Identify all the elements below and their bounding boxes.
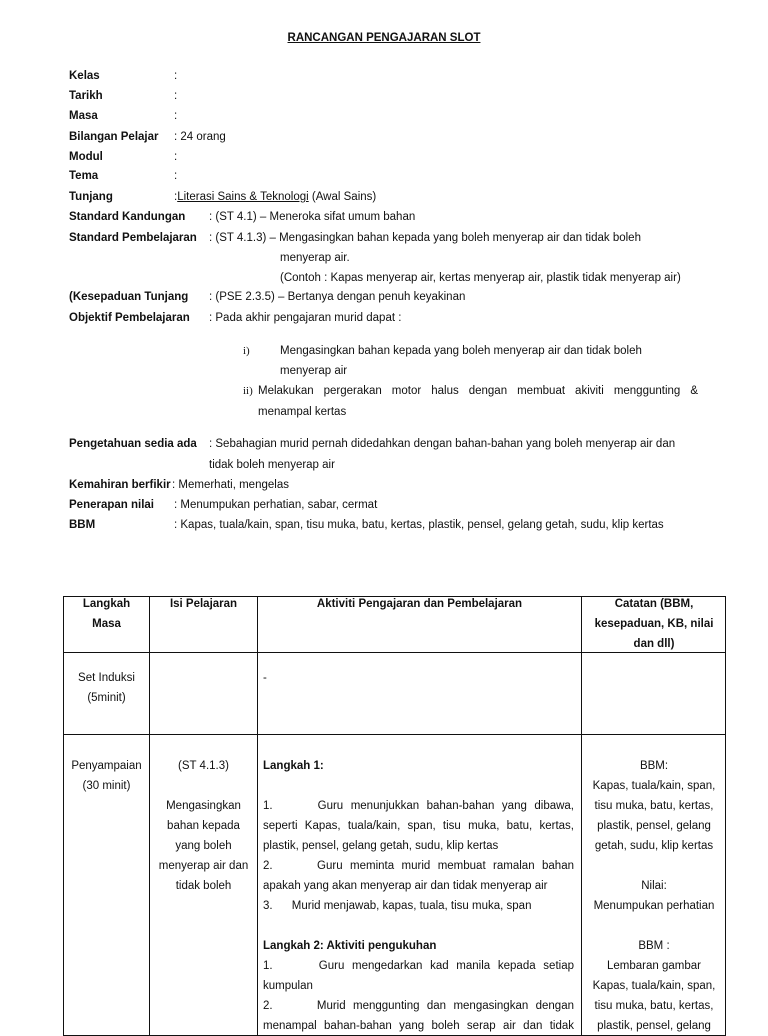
catatan-line: BBM: <box>639 760 669 772</box>
tunjang-value <box>174 187 376 207</box>
tarikh-value: : <box>174 90 178 102</box>
row-set-induksi-langkah <box>64 668 149 708</box>
tema-value: : <box>174 170 178 182</box>
tunjang-prefix: : <box>174 191 178 203</box>
catatan-line: Kapas, tuala/kain, span, <box>592 980 716 992</box>
aktiviti-line: apakah yang akan menyerap air dan tidak menyerap air <box>263 880 548 892</box>
header-isi-pelajaran: Isi Pelajaran <box>169 598 238 610</box>
isi-line: yang boleh <box>175 840 232 852</box>
aktiviti-line: 1. Guru menunjukkan bahan-bahan yang dibawa, <box>263 800 574 812</box>
header-masa: Masa <box>92 618 121 630</box>
catatan-line: Nilai: <box>641 880 667 892</box>
isi-line: (ST 4.1.3) <box>178 760 229 772</box>
aktiviti-line: menampal bahan-bahan yang boleh serap air dan tidak <box>263 1020 574 1032</box>
catatan-line: tisu muka, batu, kertas, <box>594 800 714 812</box>
page-title: RANCANGAN PENGAJARAN SLOT <box>287 32 481 44</box>
penerapan-label: Penerapan nilai <box>69 499 155 511</box>
bbm-label: BBM <box>69 519 96 531</box>
sp-line1: : (ST 4.1.3) – Mengasingkan bahan kepada yang boleh menyerap air dan tidak boleh <box>209 232 641 244</box>
table-col-divider <box>257 597 258 1035</box>
aktiviti-line: kumpulan <box>263 980 313 992</box>
row-set-induksi-aktiviti: - <box>263 672 267 684</box>
bilangan-label: Bilangan Pelajar <box>69 131 159 143</box>
header-catatan-line: dan dll) <box>633 638 675 650</box>
bilangan-value: : 24 orang <box>174 131 226 143</box>
aktiviti-line: plastik, pensel, gelang getah, sudu, klip kertas <box>263 840 499 852</box>
bbm-value: : Kapas, tuala/kain, span, tisu muka, batu, kertas, plastik, pensel, gelang getah, sudu, klip kertas <box>174 519 664 531</box>
row-langkah-line: Penyampaian <box>71 760 142 772</box>
isi-line <box>150 776 257 796</box>
sp-label: Standard Pembelajaran <box>69 232 197 244</box>
isi-line: Mengasingkan <box>166 800 241 812</box>
row-langkah-line: (30 minit) <box>82 780 131 792</box>
kesepaduan-label: (Kesepaduan Tunjang <box>69 291 189 303</box>
lesson-table <box>63 596 726 1036</box>
aktiviti-line: Langkah 2: Aktiviti pengukuhan <box>263 940 437 952</box>
sp-line2: menyerap air. <box>280 252 350 264</box>
catatan-line: Lembaran gambar <box>607 960 701 972</box>
header-langkah: Langkah <box>82 598 131 610</box>
masa-value: : <box>174 110 178 122</box>
kelas-label: Kelas <box>69 70 100 82</box>
kesepaduan-value: : (PSE 2.3.5) – Bertanya dengan penuh keyakinan <box>209 291 466 303</box>
row-langkah-line: (5minit) <box>87 692 126 704</box>
sk-label: Standard Kandungan <box>69 211 186 223</box>
table-row-divider <box>64 734 725 735</box>
pengetahuan-line1: : Sebahagian murid pernah didedahkan dengan bahan-bahan yang boleh menyerap air dan <box>209 438 676 450</box>
catatan-line: tisu muka, batu, kertas, <box>594 1000 714 1012</box>
tema-label: Tema <box>69 170 99 182</box>
header-langkah-masa <box>64 594 149 634</box>
tunjang-link[interactable]: Literasi Sains & Teknologi <box>177 191 309 203</box>
aktiviti-line <box>263 916 574 936</box>
objektif-label: Objektif Pembelajaran <box>69 312 190 324</box>
catatan-line <box>582 856 726 876</box>
catatan-line: Kapas, tuala/kain, span, <box>592 780 716 792</box>
aktiviti-line: seperti Kapas, tuala/kain, span, tisu muka, batu, kertas, <box>263 820 574 832</box>
sk-value: : (ST 4.1) – Meneroka sifat umum bahan <box>209 211 416 223</box>
tarikh-label: Tarikh <box>69 90 103 102</box>
header-catatan-line: kesepaduan, KB, nilai <box>594 618 714 630</box>
aktiviti-line: 2. Guru meminta murid membuat ramalan bahan <box>263 860 574 872</box>
isi-line: menyerap air dan <box>158 860 249 872</box>
isi-line: bahan kepada <box>167 820 240 832</box>
catatan-line: plastik, pensel, gelang <box>597 1020 711 1032</box>
modul-value: : <box>174 151 178 163</box>
tunjang-label: Tunjang <box>69 191 113 203</box>
objektif-value: : Pada akhir pengajaran murid dapat : <box>209 312 402 324</box>
objektif-item-1-line1: Mengasingkan bahan kepada yang boleh menyerap air dan tidak boleh <box>280 345 642 357</box>
aktiviti-line <box>263 776 574 796</box>
catatan-line: plastik, pensel, gelang <box>597 820 711 832</box>
penerapan-value: : Menumpukan perhatian, sabar, cermat <box>174 499 378 511</box>
row-penyampaian-isi <box>150 756 257 896</box>
aktiviti-line: 1. Guru mengedarkan kad manila kepada setiap <box>263 960 574 972</box>
aktiviti-line: 2. Murid menggunting dan mengasingkan dengan <box>263 1000 574 1012</box>
header-catatan-line: Catatan (BBM, <box>614 598 694 610</box>
row-penyampaian-langkah <box>64 756 149 796</box>
row-penyampaian-catatan <box>582 756 726 1036</box>
aktiviti-line: 3. Murid menjawab, kapas, tuala, tisu muka, span <box>263 900 532 912</box>
sp-line3: (Contoh : Kapas menyerap air, kertas menyerap air, plastik tidak menyerap air) <box>280 272 681 284</box>
masa-label: Masa <box>69 110 98 122</box>
catatan-line: Menumpukan perhatian <box>593 900 715 912</box>
row-langkah-line: Set Induksi <box>78 672 135 684</box>
tunjang-suffix: (Awal Sains) <box>311 191 377 203</box>
header-aktiviti: Aktiviti Pengajaran dan Pembelajaran <box>316 598 523 610</box>
header-catatan <box>582 594 726 654</box>
modul-label: Modul <box>69 151 103 163</box>
objektif-item-2-line2: menampal kertas <box>258 406 347 418</box>
kemahiran-label: Kemahiran berfikir <box>69 479 171 491</box>
catatan-line <box>582 916 726 936</box>
kemahiran-value: : Memerhati, mengelas <box>172 479 289 491</box>
objektif-item-1-line2: menyerap air <box>280 365 348 377</box>
objektif-item-1-num: i) <box>243 345 250 357</box>
catatan-line: BBM : <box>638 940 670 952</box>
objektif-item-2-line1: Melakukan pergerakan motor halus dengan membuat akiviti menggunting & <box>258 385 698 397</box>
objektif-item-2-num: ii) <box>243 385 253 397</box>
pengetahuan-label: Pengetahuan sedia ada <box>69 438 197 450</box>
kelas-value: : <box>174 70 178 82</box>
isi-line: tidak boleh <box>175 880 232 892</box>
catatan-line: getah, sudu, klip kertas <box>594 840 714 852</box>
pengetahuan-line2: tidak boleh menyerap air <box>209 459 335 471</box>
aktiviti-line: Langkah 1: <box>263 760 324 772</box>
row-penyampaian-aktiviti <box>263 756 574 1036</box>
